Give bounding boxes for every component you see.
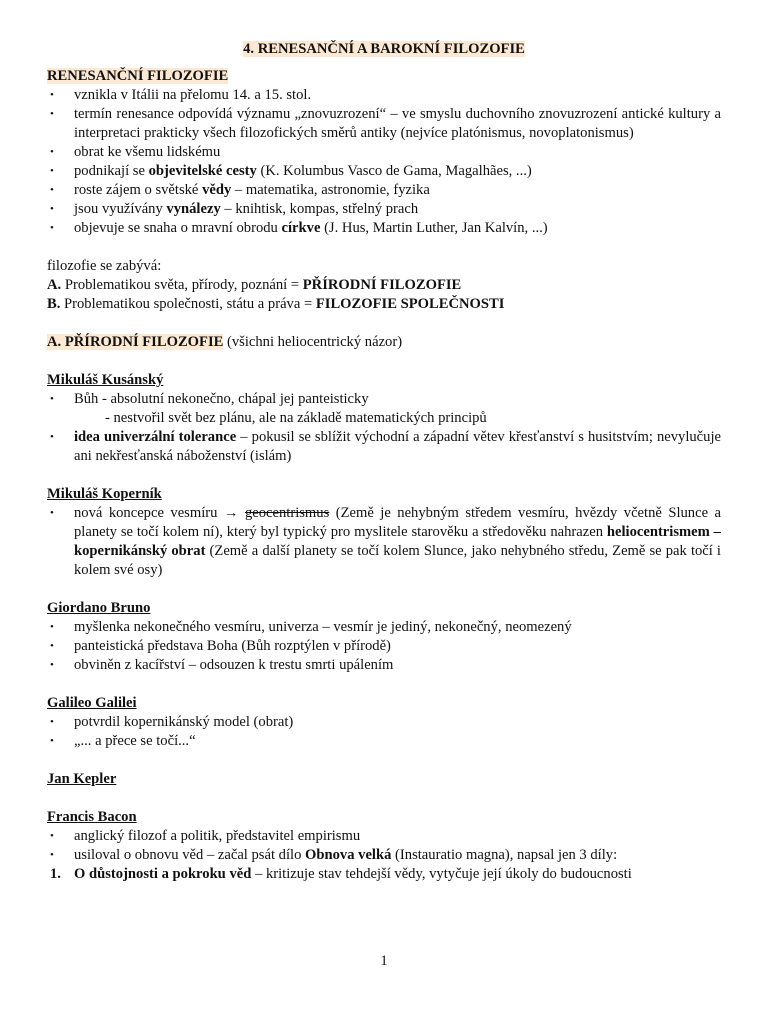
list-item: • obrat ke všemu lidskému [47,143,721,162]
list-item: • panteistická představa Boha (Bůh rozptýlen v přírodě) [47,637,721,656]
zabyva-b: B. Problematikou společnosti, státu a práva = FILOZOFIE SPOLEČNOSTI [47,296,505,312]
list-item: • usiloval o obnovu věd – začal psát dílo Obnova velká (Instauratio magna), napsal jen 3 díly: [47,846,721,865]
kopernik-list [47,504,721,580]
bacon-list [47,827,721,865]
list-item: • Bůh - absolutní nekonečno, chápal jej panteisticky [47,390,721,409]
list-item: • vznikla v Itálii na přelomu 14. a 15. stol. [47,86,721,105]
renesance-list [47,86,721,238]
list-item: • objevuje se snaha o mravní obrodu církve (J. Hus, Martin Luther, Jan Kalvín, ...) [47,219,721,238]
list-item: • myšlenka nekonečného vesmíru, univerza – vesmír je jediný, nekonečný, neomezený [47,618,721,637]
page-number: 1 [380,953,388,969]
document-title: 4. RENESANČNÍ A BAROKNÍ FILOZOFIE [243,41,525,57]
list-item: • nová koncepce vesmíru → geocentrismus (Země je nehybným středem vesmíru, hvězdy včetně Slunce a planety se točí kolem ní), který byl typický pro myslitele starověku a středověku nahrazen heliocentrismem – kopernikánský obrat (Země a další planety se točí kolem Slunce, jako nehybného středu, Země se pak točí i kolem své osy) [47,504,721,580]
philosopher-name-bruno: Giordano Bruno [47,600,151,616]
philosopher-name-bacon: Francis Bacon [47,809,137,825]
kusansky-list [47,390,721,409]
philosopher-name-kusansky: Mikuláš Kusánský [47,372,164,388]
philosopher-name-kepler: Jan Kepler [47,771,117,787]
list-item: • idea univerzální tolerance – pokusil se sblížit východní a západní větev křesťanství s husitstvím; nevylučuje ani nekřesťanská náboženství (islám) [47,428,721,466]
document-page [47,40,721,884]
section-heading-renesance: RENESANČNÍ FILOZOFIE [47,68,229,84]
galilei-list [47,713,721,751]
list-item: • potvrdil kopernikánský model (obrat) [47,713,721,732]
philosopher-name-galilei: Galileo Galilei [47,695,137,711]
list-item: • obviněn z kacířství – odsouzen k trestu smrti upálením [47,656,721,675]
list-item: • podnikají se objevitelské cesty (K. Kolumbus Vasco de Gama, Magalhães, ...) [47,162,721,181]
list-item: • „... a přece se točí...“ [47,732,721,751]
section-heading-prirodni: A. PŘÍRODNÍ FILOZOFIE (všichni heliocentrický názor) [47,334,403,350]
bacon-works-list [47,865,721,884]
sub-item: - nestvořil svět bez plánu, ale na základě matematických principů [105,410,487,426]
philosopher-name-kopernik: Mikuláš Koperník [47,486,162,502]
list-item: • anglický filozof a politik, představitel empirismu [47,827,721,846]
list-item: • roste zájem o světské vědy – matematika, astronomie, fyzika [47,181,721,200]
bruno-list [47,618,721,675]
list-item: • termín renesance odpovídá významu „znovuzrození“ – ve smyslu duchovního znovuzrození antické kultury a interpretaci prakticky všech filozofických směrů antiky (nejvíce platónismus, novoplatonismus) [47,105,721,143]
list-item: • jsou využívány vynálezy – knihtisk, kompas, střelný prach [47,200,721,219]
zabyva-a: A. Problematikou světa, přírody, poznání = PŘÍRODNÍ FILOZOFIE [47,277,462,293]
zabyva-intro: filozofie se zabývá: [47,258,162,274]
list-item: 1. O důstojnosti a pokroku věd – kritizuje stav tehdejší vědy, vytyčuje její úkoly do budoucnosti [50,866,632,882]
